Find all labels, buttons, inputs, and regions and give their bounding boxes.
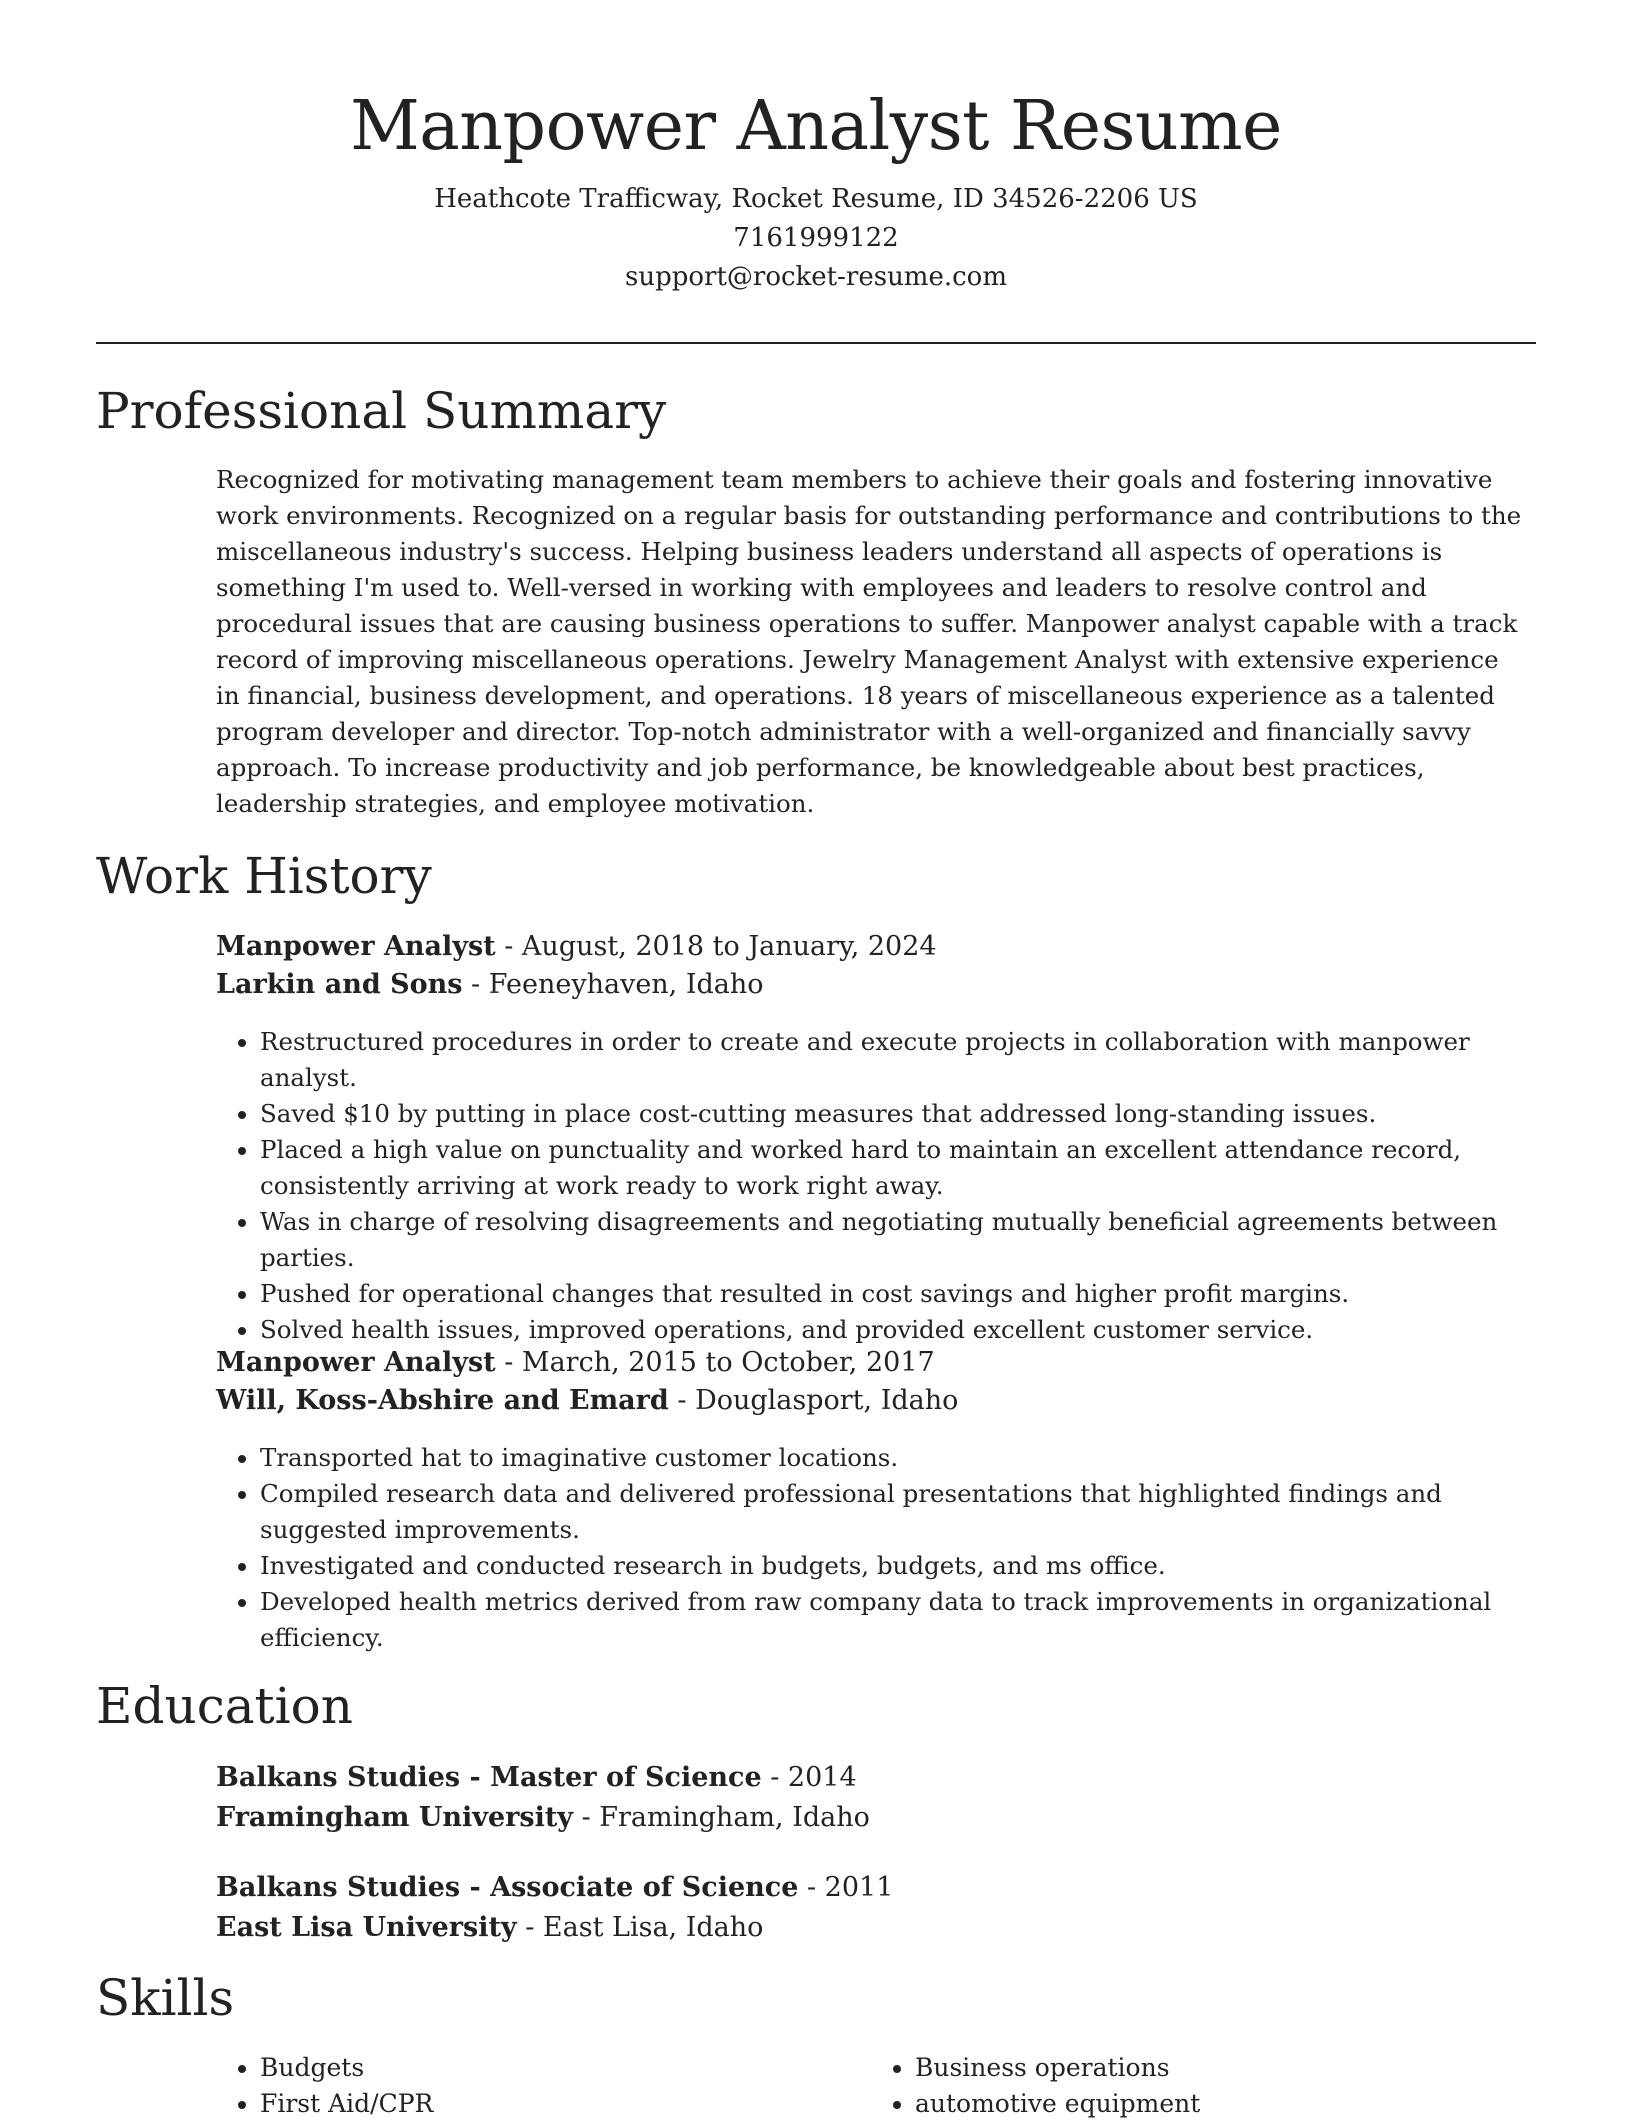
education-entry (216, 1758, 1526, 1838)
school-location: - East Lisa, Idaho (516, 1912, 764, 1943)
job-location: - Feeneyhaven, Idaho (462, 969, 764, 1000)
school-line (216, 1908, 1526, 1948)
list-item: • Solved health issues, improved operations, and provided excellent customer service. (260, 1312, 1526, 1348)
degree-field: Balkans Studies - Master of Science (216, 1762, 762, 1793)
job-company-line (216, 1382, 1526, 1420)
education-heading: Education (96, 1677, 353, 1735)
summary-heading: Professional Summary (96, 382, 667, 440)
job-location: - Douglasport, Idaho (668, 1385, 959, 1416)
skills-list-right (871, 2050, 1526, 2122)
job-company: Larkin and Sons (216, 969, 463, 1000)
degree-field: Balkans Studies - Associate of Science (216, 1872, 799, 1903)
school-location: - Framingham, Idaho (573, 1802, 870, 1833)
work-history-heading: Work History (96, 847, 432, 905)
job-entry (216, 928, 1526, 1348)
degree-year: - 2014 (761, 1762, 857, 1793)
job-dates: - March, 2015 to October, 2017 (495, 1347, 935, 1378)
list-item: • Was in charge of resolving disagreements and negotiating mutually beneficial agreements between parties. (260, 1204, 1526, 1276)
job-title-line (216, 1344, 1526, 1382)
job-dates: - August, 2018 to January, 2024 (495, 931, 937, 962)
skill-item: • First Aid/CPR (260, 2086, 871, 2122)
skill-item: • Business operations (915, 2050, 1526, 2086)
list-item: • Saved $10 by putting in place cost-cutting measures that addressed long-standing issues. (260, 1096, 1526, 1132)
job-bullets (216, 1024, 1526, 1348)
list-item: • Investigated and conducted research in budgets, budgets, and ms office. (260, 1548, 1526, 1584)
degree-line (216, 1758, 1526, 1798)
summary-block (216, 462, 1526, 822)
school-name: East Lisa University (216, 1912, 517, 1943)
school-name: Framingham University (216, 1802, 573, 1833)
resume-title: Manpower Analyst Resume (350, 87, 1282, 166)
school-line (216, 1798, 1526, 1838)
skills-columns (216, 2050, 1526, 2122)
summary-text: Recognized for motivating management team members to achieve their goals and fostering innovative work environments. Recognized on a regular basis for outstanding performance and contributions to the miscellaneous industry's success. Helping business leaders understand all aspects of operations is something I'm used to. Well-versed in working with employees and leaders to resolve control and procedural issues that are causing business operations to suffer. Manpower analyst capable with a track record of improving miscellaneous operations. Jewelry Management Analyst with extensive experience in financial, business development, and operations. 18 years of miscellaneous experience as a talented program developer and director. Top-notch administrator with a well-organized and financially savvy approach. To increase productivity and job performance, be knowledgeable about best practices, leadership strategies, and employee motivation. (216, 465, 1522, 818)
list-item: • Developed health metrics derived from raw company data to track improvements in organizational efficiency. (260, 1584, 1526, 1656)
job-bullets (216, 1440, 1526, 1656)
skills-heading: Skills (96, 1969, 235, 2027)
list-item: • Restructured procedures in order to create and execute projects in collaboration with manpower analyst. (260, 1024, 1526, 1096)
skill-item: • automotive equipment (915, 2086, 1526, 2122)
header-divider (96, 342, 1536, 344)
degree-year: - 2011 (798, 1872, 894, 1903)
job-role: Manpower Analyst (216, 931, 496, 962)
list-item: • Transported hat to imaginative customer locations. (260, 1440, 1526, 1476)
skills-list-left (216, 2050, 871, 2122)
address-text: Heathcote Trafficway, Rocket Resume, ID 34526-2206 US (434, 184, 1198, 214)
phone-text: 7161999122 (733, 223, 899, 253)
degree-line (216, 1868, 1526, 1908)
resume-header (0, 0, 1632, 297)
job-company: Will, Koss-Abshire and Emard (216, 1385, 669, 1416)
job-title-line (216, 928, 1526, 966)
email-text: support@rocket-resume.com (624, 262, 1007, 292)
contact-block (0, 180, 1632, 297)
list-item: • Placed a high value on punctuality and worked hard to maintain an excellent attendance record, consistently arriving at work ready to work right away. (260, 1132, 1526, 1204)
list-item: • Pushed for operational changes that resulted in cost savings and higher profit margins. (260, 1276, 1526, 1312)
education-entry (216, 1868, 1526, 1948)
job-role: Manpower Analyst (216, 1347, 496, 1378)
list-item: • Compiled research data and delivered professional presentations that highlighted findings and suggested improvements. (260, 1476, 1526, 1548)
skill-item: • Budgets (260, 2050, 871, 2086)
job-entry (216, 1344, 1526, 1656)
job-company-line (216, 966, 1526, 1004)
